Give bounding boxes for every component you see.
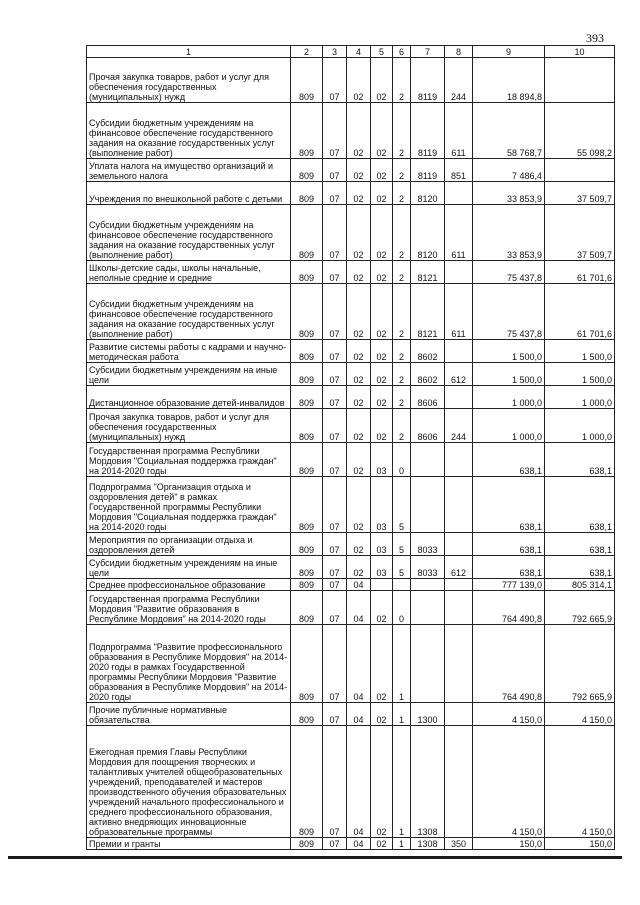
expense-type-code [445, 579, 473, 591]
ministry-code: 809 [291, 838, 323, 850]
column-header: 5 [371, 46, 393, 58]
target-item-code: 8606 [411, 409, 445, 443]
table-row [87, 340, 615, 363]
section-code: 07 [323, 703, 347, 726]
subsection-code: 02 [347, 284, 371, 340]
table-row [87, 591, 615, 625]
program-code: 02 [371, 159, 393, 182]
amount-year-2: 4 150,0 [545, 703, 615, 726]
ministry-code: 809 [291, 363, 323, 386]
expense-type-code: 611 [445, 205, 473, 261]
ministry-code: 809 [291, 386, 323, 409]
column-header: 1 [87, 46, 291, 58]
section-code: 07 [323, 182, 347, 205]
subprogram-code: 2 [393, 58, 411, 103]
target-item-code [411, 625, 445, 703]
page-number: 393 [586, 31, 604, 45]
target-item-code: 8119 [411, 58, 445, 103]
program-code: 02 [371, 205, 393, 261]
column-header: 7 [411, 46, 445, 58]
expense-type-code: 244 [445, 58, 473, 103]
expense-type-code: 612 [445, 556, 473, 579]
subprogram-code: 0 [393, 591, 411, 625]
ministry-code: 809 [291, 340, 323, 363]
program-code: 02 [371, 340, 393, 363]
amount-year-1: 1 500,0 [473, 340, 545, 363]
subsection-code: 02 [347, 58, 371, 103]
target-item-code: 8121 [411, 284, 445, 340]
budget-item-name: Среднее профессиональное образование [87, 579, 291, 591]
subsection-code: 02 [347, 363, 371, 386]
amount-year-1: 638,1 [473, 556, 545, 579]
program-code: 03 [371, 477, 393, 533]
section-code: 07 [323, 838, 347, 850]
amount-year-1: 33 853,9 [473, 205, 545, 261]
subprogram-code: 2 [393, 363, 411, 386]
section-code: 07 [323, 533, 347, 556]
budget-item-name: Уплата налога на имущество организаций и земельного налога [87, 159, 291, 182]
budget-item-name: Премии и гранты [87, 838, 291, 850]
subsection-code: 02 [347, 409, 371, 443]
table-row [87, 443, 615, 477]
expense-type-code [445, 533, 473, 556]
amount-year-2: 1 000,0 [545, 409, 615, 443]
target-item-code [411, 477, 445, 533]
subsection-code: 04 [347, 703, 371, 726]
amount-year-1: 33 853,9 [473, 182, 545, 205]
expense-type-code [445, 443, 473, 477]
amount-year-2 [545, 159, 615, 182]
amount-year-1: 764 490,8 [473, 591, 545, 625]
expense-type-code [445, 261, 473, 284]
amount-year-2: 638,1 [545, 443, 615, 477]
subsection-code: 02 [347, 182, 371, 205]
program-code: 02 [371, 591, 393, 625]
subprogram-code [393, 579, 411, 591]
section-code: 07 [323, 443, 347, 477]
subsection-code: 02 [347, 533, 371, 556]
amount-year-1: 75 437,8 [473, 261, 545, 284]
section-code: 07 [323, 159, 347, 182]
target-item-code [411, 443, 445, 477]
amount-year-2: 150,0 [545, 838, 615, 850]
ministry-code: 809 [291, 579, 323, 591]
ministry-code: 809 [291, 625, 323, 703]
budget-item-name: Дистанционное образование детей-инвалидов [87, 386, 291, 409]
budget-item-name: Субсидии бюджетным учреждениям на иные цели [87, 363, 291, 386]
subsection-code: 02 [347, 477, 371, 533]
expense-type-code: 851 [445, 159, 473, 182]
program-code: 02 [371, 103, 393, 159]
target-item-code: 1308 [411, 726, 445, 838]
program-code: 02 [371, 386, 393, 409]
subprogram-code: 5 [393, 556, 411, 579]
section-code: 07 [323, 363, 347, 386]
budget-item-name: Государственная программа Республики Мордовия "Социальная поддержка граждан" на 2014-2020 годы [87, 443, 291, 477]
column-header: 10 [545, 46, 615, 58]
column-header: 2 [291, 46, 323, 58]
target-item-code [411, 579, 445, 591]
expense-type-code [445, 340, 473, 363]
amount-year-2: 4 150,0 [545, 726, 615, 838]
subprogram-code: 2 [393, 261, 411, 284]
ministry-code: 809 [291, 261, 323, 284]
amount-year-1: 150,0 [473, 838, 545, 850]
amount-year-1: 638,1 [473, 443, 545, 477]
target-item-code: 8033 [411, 533, 445, 556]
amount-year-1: 18 894,8 [473, 58, 545, 103]
section-code: 07 [323, 625, 347, 703]
subprogram-code: 2 [393, 159, 411, 182]
expense-type-code: 611 [445, 284, 473, 340]
column-header: 6 [393, 46, 411, 58]
amount-year-2: 638,1 [545, 533, 615, 556]
amount-year-1: 764 490,8 [473, 625, 545, 703]
target-item-code: 8606 [411, 386, 445, 409]
ministry-code: 809 [291, 533, 323, 556]
column-header: 9 [473, 46, 545, 58]
amount-year-2: 792 665,9 [545, 625, 615, 703]
subsection-code: 04 [347, 579, 371, 591]
table-row [87, 205, 615, 261]
subprogram-code: 5 [393, 477, 411, 533]
subprogram-code: 1 [393, 726, 411, 838]
subprogram-code: 1 [393, 703, 411, 726]
budget-item-name: Мероприятия по организации отдыха и оздоровления детей [87, 533, 291, 556]
section-code: 07 [323, 340, 347, 363]
amount-year-1: 638,1 [473, 477, 545, 533]
program-code: 02 [371, 261, 393, 284]
ministry-code: 809 [291, 182, 323, 205]
expense-type-code: 350 [445, 838, 473, 850]
table-row [87, 261, 615, 284]
table-row [87, 579, 615, 591]
section-code: 07 [323, 284, 347, 340]
amount-year-2: 1 000,0 [545, 386, 615, 409]
amount-year-2 [545, 58, 615, 103]
budget-item-name: Субсидии бюджетным учреждениям на финансовое обеспечение государственного задания на оказание государственных услуг (выполнение работ) [87, 103, 291, 159]
amount-year-1: 777 139,0 [473, 579, 545, 591]
expense-type-code: 612 [445, 363, 473, 386]
amount-year-2: 638,1 [545, 556, 615, 579]
subsection-code: 02 [347, 103, 371, 159]
amount-year-2: 638,1 [545, 477, 615, 533]
expense-type-code [445, 386, 473, 409]
table-row [87, 838, 615, 850]
target-item-code: 8602 [411, 340, 445, 363]
amount-year-1: 638,1 [473, 533, 545, 556]
expense-type-code [445, 625, 473, 703]
subprogram-code: 1 [393, 838, 411, 850]
program-code: 02 [371, 58, 393, 103]
amount-year-1: 75 437,8 [473, 284, 545, 340]
subsection-code: 04 [347, 726, 371, 838]
subprogram-code: 1 [393, 625, 411, 703]
expense-type-code [445, 726, 473, 838]
subsection-code: 02 [347, 159, 371, 182]
target-item-code: 8119 [411, 159, 445, 182]
section-code: 07 [323, 103, 347, 159]
table-row [87, 625, 615, 703]
subsection-code: 02 [347, 443, 371, 477]
ministry-code: 809 [291, 726, 323, 838]
amount-year-2: 55 098,2 [545, 103, 615, 159]
amount-year-1: 4 150,0 [473, 726, 545, 838]
ministry-code: 809 [291, 159, 323, 182]
amount-year-1: 7 486,4 [473, 159, 545, 182]
amount-year-1: 4 150,0 [473, 703, 545, 726]
subprogram-code: 2 [393, 340, 411, 363]
program-code: 03 [371, 533, 393, 556]
amount-year-1: 1 000,0 [473, 409, 545, 443]
table-row [87, 386, 615, 409]
table-row [87, 284, 615, 340]
amount-year-2: 792 665,9 [545, 591, 615, 625]
expense-type-code [445, 477, 473, 533]
budget-item-name: Субсидии бюджетным учреждениям на финансовое обеспечение государственного задания на оказание государственных услуг (выполнение работ) [87, 205, 291, 261]
table-row [87, 703, 615, 726]
program-code: 02 [371, 703, 393, 726]
ministry-code: 809 [291, 703, 323, 726]
budget-table [86, 45, 615, 850]
subprogram-code: 2 [393, 284, 411, 340]
program-code: 03 [371, 556, 393, 579]
budget-item-name: Государственная программа Республики Мордовия "Развитие образования в Республике Мордовия" на 2014-2020 годы [87, 591, 291, 625]
budget-item-name: Прочая закупка товаров, работ и услуг для обеспечения государственных (муниципальных) нужд [87, 409, 291, 443]
subsection-code: 02 [347, 340, 371, 363]
amount-year-1: 1 000,0 [473, 386, 545, 409]
subsection-code: 02 [347, 261, 371, 284]
budget-item-name: Субсидии бюджетным учреждениям на финансовое обеспечение государственного задания на оказание государственных услуг (выполнение работ) [87, 284, 291, 340]
expense-type-code [445, 182, 473, 205]
section-code: 07 [323, 386, 347, 409]
subprogram-code: 2 [393, 103, 411, 159]
ministry-code: 809 [291, 205, 323, 261]
subsection-code: 02 [347, 556, 371, 579]
target-item-code [411, 591, 445, 625]
ministry-code: 809 [291, 103, 323, 159]
amount-year-2: 37 509,7 [545, 205, 615, 261]
ministry-code: 809 [291, 477, 323, 533]
subprogram-code: 0 [393, 443, 411, 477]
program-code: 02 [371, 284, 393, 340]
section-code: 07 [323, 261, 347, 284]
target-item-code: 8121 [411, 261, 445, 284]
section-code: 07 [323, 477, 347, 533]
amount-year-2: 1 500,0 [545, 363, 615, 386]
program-code: 02 [371, 363, 393, 386]
table-row [87, 182, 615, 205]
table-header-row [87, 46, 615, 58]
column-header: 3 [323, 46, 347, 58]
program-code: 03 [371, 443, 393, 477]
column-header: 8 [445, 46, 473, 58]
table-row [87, 58, 615, 103]
table-row [87, 726, 615, 838]
program-code: 02 [371, 838, 393, 850]
ministry-code: 809 [291, 443, 323, 477]
section-code: 07 [323, 579, 347, 591]
expense-type-code: 244 [445, 409, 473, 443]
subprogram-code: 2 [393, 409, 411, 443]
subsection-code: 02 [347, 205, 371, 261]
table-row [87, 363, 615, 386]
program-code: 02 [371, 625, 393, 703]
amount-year-1: 1 500,0 [473, 363, 545, 386]
budget-item-name: Школы-детские сады, школы начальные, неполные средние и средние [87, 261, 291, 284]
amount-year-1: 58 768,7 [473, 103, 545, 159]
section-code: 07 [323, 591, 347, 625]
table-row [87, 533, 615, 556]
bottom-rule [8, 856, 622, 859]
section-code: 07 [323, 205, 347, 261]
target-item-code: 8119 [411, 103, 445, 159]
target-item-code: 8033 [411, 556, 445, 579]
subsection-code: 04 [347, 591, 371, 625]
target-item-code: 1300 [411, 703, 445, 726]
budget-item-name: Прочие публичные нормативные обязательства [87, 703, 291, 726]
program-code: 02 [371, 726, 393, 838]
amount-year-2: 1 500,0 [545, 340, 615, 363]
target-item-code: 1308 [411, 838, 445, 850]
ministry-code: 809 [291, 409, 323, 443]
program-code [371, 579, 393, 591]
target-item-code: 8602 [411, 363, 445, 386]
amount-year-2: 61 701,6 [545, 261, 615, 284]
expense-type-code: 611 [445, 103, 473, 159]
table-row [87, 556, 615, 579]
budget-item-name: Развитие системы работы с кадрами и научно-методическая работа [87, 340, 291, 363]
budget-item-name: Прочая закупка товаров, работ и услуг для обеспечения государственных (муниципальных) нужд [87, 58, 291, 103]
table-row [87, 409, 615, 443]
column-header: 4 [347, 46, 371, 58]
target-item-code: 8120 [411, 182, 445, 205]
budget-item-name: Ежегодная премия Главы Республики Мордовия для поощрения творческих и талантливых учителей общеобразовательных учреждений, преподавателей и мастеров производственного обучения образовательных учреждений начального профессионального и среднего профессионального образования, активно внедряющих инновационные образовательные программы [87, 726, 291, 838]
section-code: 07 [323, 58, 347, 103]
subprogram-code: 2 [393, 386, 411, 409]
amount-year-2: 805 314,1 [545, 579, 615, 591]
expense-type-code [445, 703, 473, 726]
ministry-code: 809 [291, 556, 323, 579]
section-code: 07 [323, 556, 347, 579]
subprogram-code: 5 [393, 533, 411, 556]
budget-item-name: Субсидии бюджетным учреждениям на иные цели [87, 556, 291, 579]
program-code: 02 [371, 409, 393, 443]
budget-item-name: Учреждения по внешкольной работе с детьми [87, 182, 291, 205]
table-row [87, 159, 615, 182]
subsection-code: 02 [347, 386, 371, 409]
target-item-code: 8120 [411, 205, 445, 261]
program-code: 02 [371, 182, 393, 205]
section-code: 07 [323, 409, 347, 443]
subsection-code: 04 [347, 625, 371, 703]
subsection-code: 04 [347, 838, 371, 850]
ministry-code: 809 [291, 591, 323, 625]
table-row [87, 103, 615, 159]
budget-item-name: Подпрограмма "Развитие профессионального образования в Республике Мордовия" на 2014-2020 годы в рамках Государственной программы Республики Мордовия "Развитие образования в Республике Мордовия" на 2014-2020 годы [87, 625, 291, 703]
subprogram-code: 2 [393, 182, 411, 205]
amount-year-2: 37 509,7 [545, 182, 615, 205]
table-row [87, 477, 615, 533]
section-code: 07 [323, 726, 347, 838]
subprogram-code: 2 [393, 205, 411, 261]
amount-year-2: 61 701,6 [545, 284, 615, 340]
budget-item-name: Подпрограмма "Организация отдыха и оздоровления детей" в рамках Государственной программы Республики Мордовия "Социальная поддержка граждан" на 2014-2020 годы [87, 477, 291, 533]
expense-type-code [445, 591, 473, 625]
ministry-code: 809 [291, 284, 323, 340]
ministry-code: 809 [291, 58, 323, 103]
